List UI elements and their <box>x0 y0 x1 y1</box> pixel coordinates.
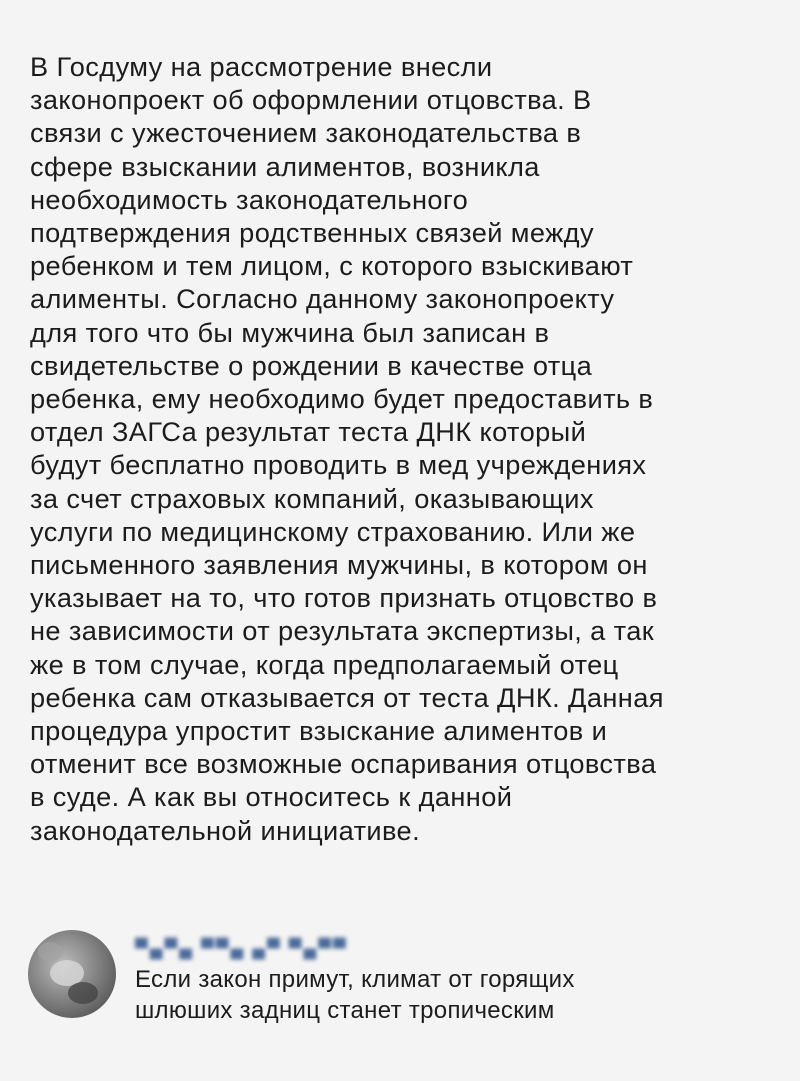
post-text-line: процедура упростит взыскание алиментов и <box>30 715 608 747</box>
post-text-line: законопроект об оформлении отцовства. В <box>30 84 592 116</box>
comment-text-line: шлюших задниц станет тропическим <box>135 997 555 1024</box>
post-text-line: сфере взыскании алиментов, возникла <box>30 150 540 182</box>
post-text-line: подтверждения родственных связей между <box>30 217 594 249</box>
comment-text-line: Если закон примут, климат от горящих <box>135 966 575 993</box>
post-text-line: отменит все возможные оспаривания отцовства <box>30 748 657 780</box>
post-text-line: свидетельстве о рождении в качестве отца <box>30 349 593 381</box>
post-text-line: ребенка, ему необходимо будет предоставить в <box>30 383 654 415</box>
post-text-line: ребенка сам отказывается от теста ДНК. Данная <box>30 681 664 713</box>
comment-text <box>135 964 575 1026</box>
post-text-line: в суде. А как вы относитесь к данной <box>30 781 513 813</box>
post-text-line: ребенком и тем лицом, с которого взыскивают <box>30 250 634 282</box>
post-text-line: же в том случае, когда предполагаемый отец <box>30 648 619 680</box>
post-text-line: В Госдуму на рассмотрение внесли <box>30 51 493 82</box>
post-text-line: указывает на то, что готов признать отцовство в <box>30 582 658 614</box>
post-text-line: алименты. Согласно данному законопроекту <box>30 283 615 315</box>
post-text-line: необходимость законодательного <box>30 183 469 215</box>
comment-author-name-obscured[interactable]: ▀▄▀▄ ▀▀▄ ▄▀ ▀▄▀▀ <box>135 938 348 958</box>
post-text-line: будут бесплатно проводить в мед учреждениях <box>30 449 647 481</box>
avatar-blur-patch <box>68 982 98 1004</box>
post-text-line: отдел ЗАГСа результат теста ДНК который <box>30 416 587 448</box>
comment <box>28 920 773 1030</box>
post-text-line: связи с ужесточением законодательства в <box>30 117 582 149</box>
post-text-line: за счет страховых компаний, оказывающих <box>30 482 594 514</box>
post-body <box>30 50 775 847</box>
post-text-line: для того что бы мужчина был записан в <box>30 316 550 348</box>
post-text-line: письменного заявления мужчины, в котором он <box>30 549 648 581</box>
post-text-line: законодательной инициативе. <box>30 814 421 846</box>
avatar-blur-patch <box>38 942 62 962</box>
post-text-line: услуги по медицинскому страхованию. Или же <box>30 515 636 547</box>
avatar[interactable] <box>28 930 116 1018</box>
post-text-line: не зависимости от результата экспертизы, а так <box>30 615 655 647</box>
